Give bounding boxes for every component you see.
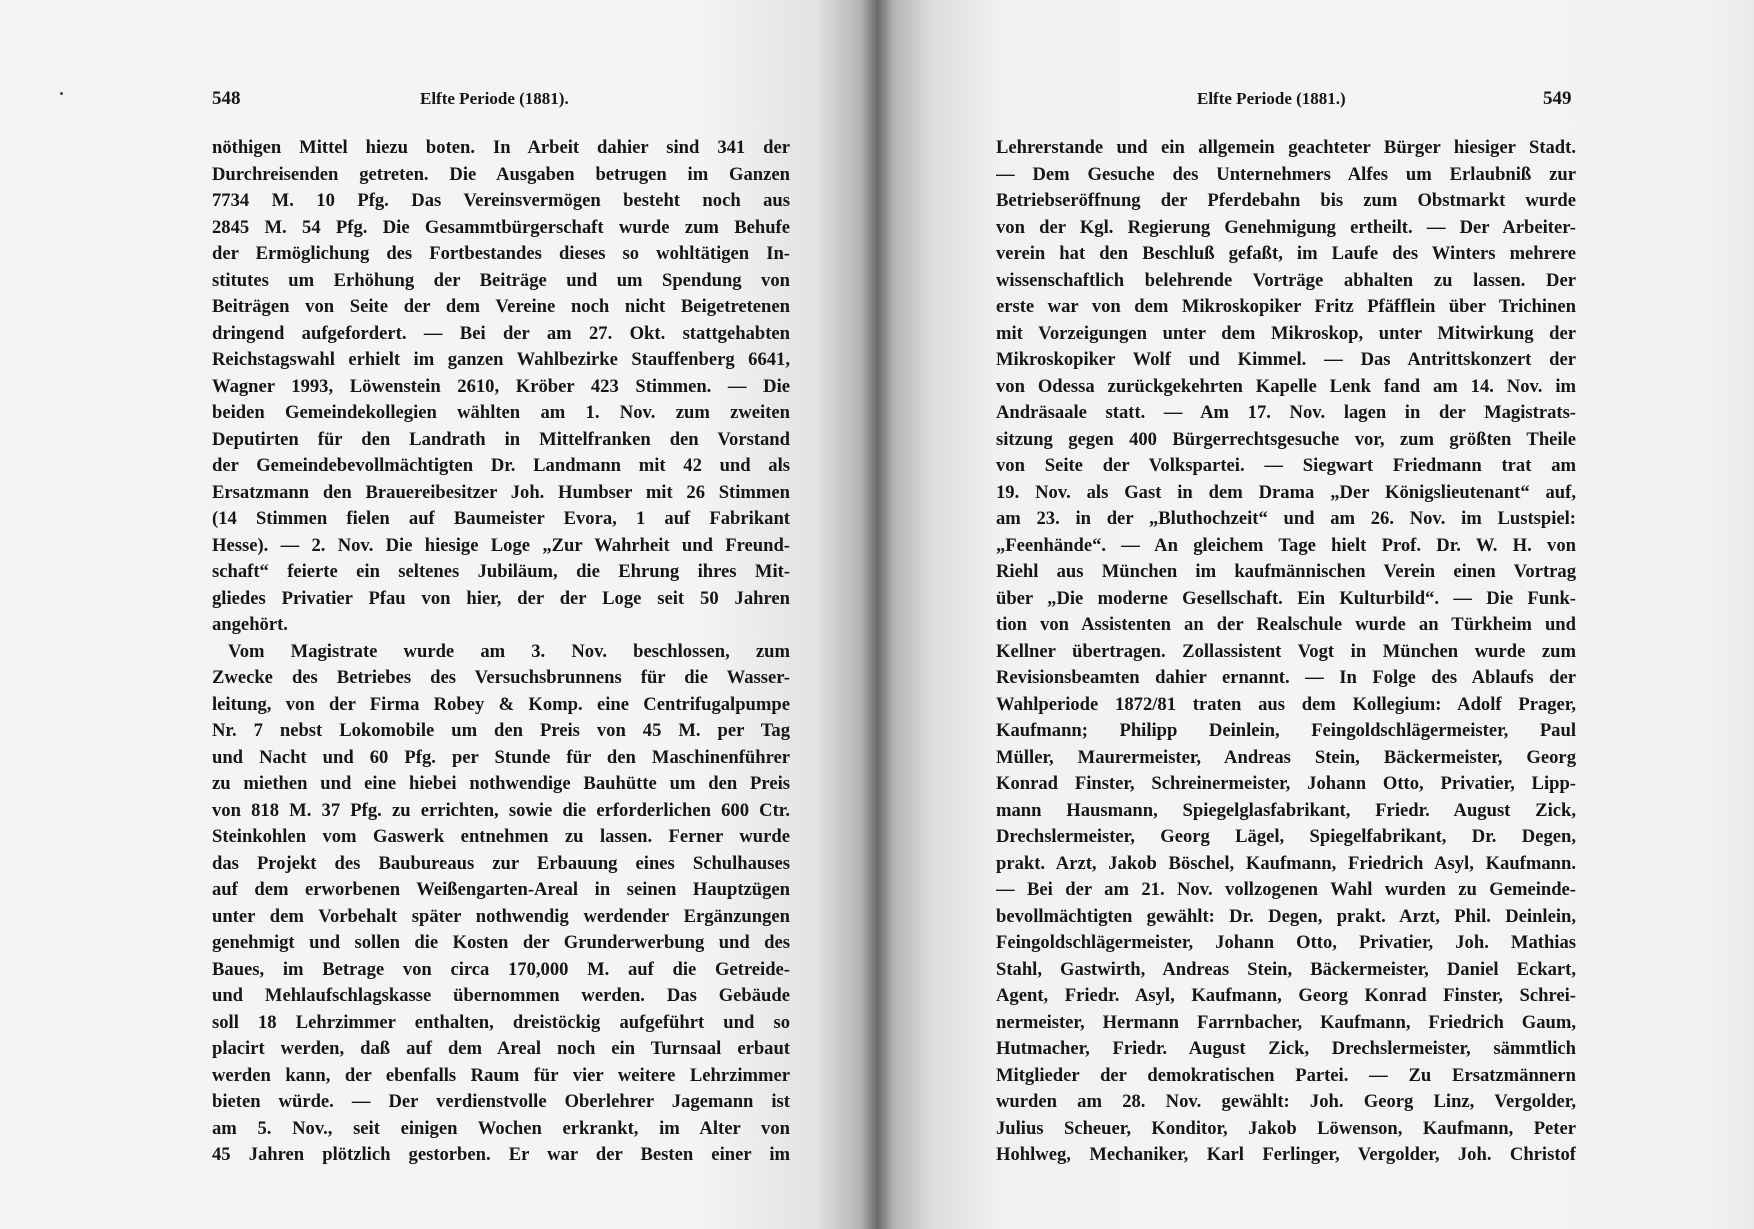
text-line: Feingoldschlägermeister, Johann Otto, Privatier, Joh. Mathias bbox=[996, 932, 1576, 953]
text-line: leitung, von der Firma Robey & Komp. eine Centrifugalpumpe bbox=[212, 693, 790, 715]
text-line: Mikroskopiker Wolf und Kimmel. — Das Antrittskonzert der bbox=[996, 349, 1576, 370]
text-line: Ersatzmann den Brauereibesitzer Joh. Humbser mit 26 Stimmen bbox=[212, 481, 790, 503]
text-line: sitzung gegen 400 Bürgerrechtsgesuche vor, zum größten Theile bbox=[996, 428, 1576, 450]
text-line: soll 18 Lehrzimmer enthalten, dreistöckig aufgeführt und so bbox=[212, 1011, 790, 1033]
text-line: Agent, Friedr. Asyl, Kaufmann, Georg Konrad Finster, Schrei- bbox=[996, 985, 1576, 1006]
text-line: mit Vorzeigungen unter dem Mikroskop, unter Mitwirkung der bbox=[996, 322, 1576, 344]
text-line: Beiträgen von Seite der dem Vereine noch nicht Beigetretenen bbox=[212, 296, 790, 317]
text-line: Vom Magistrate wurde am 3. Nov. beschlossen, zum bbox=[228, 640, 790, 662]
text-line: „Feenhände“. — An gleichem Tage hielt Prof. Dr. W. H. von bbox=[996, 534, 1576, 556]
text-line: am 23. in der „Bluthochzeit“ und am 26. Nov. im Lustspiel: bbox=[996, 508, 1576, 529]
text-line: Deputirten für den Landrath in Mittelfranken den Vorstand bbox=[212, 428, 790, 450]
left-running-head: Elfte Periode (1881). bbox=[420, 89, 569, 108]
text-line: der Ermöglichung des Fortbestandes dieses so wohltätigen In- bbox=[212, 243, 790, 264]
right-running-head: Elfte Periode (1881.) bbox=[1197, 89, 1346, 108]
text-line: von der Kgl. Regierung Genehmigung ertheilt. — Der Arbeiter- bbox=[996, 216, 1576, 238]
text-line: von Odessa zurückgekehrten Kapelle Lenk fand am 14. Nov. im bbox=[996, 375, 1576, 397]
right-page-number: 549 bbox=[1543, 88, 1572, 109]
text-line: Mitglieder der demokratischen Partei. — Zu Ersatzmännern bbox=[996, 1064, 1576, 1086]
text-line: wurden am 28. Nov. gewählt: Joh. Georg Linz, Vergolder, bbox=[996, 1091, 1576, 1112]
text-line: und Nacht und 60 Pfg. per Stunde für den Maschinenführer bbox=[212, 746, 790, 768]
text-line: — Bei der am 21. Nov. vollzogenen Wahl wurden zu Gemeinde- bbox=[996, 879, 1576, 900]
text-line: mann Hausmann, Spiegelglasfabrikant, Friedr. August Zick, bbox=[996, 799, 1576, 821]
paper-speck bbox=[60, 92, 63, 95]
text-line: Nr. 7 nebst Lokomobile um den Preis von 45 M. per Tag bbox=[212, 720, 790, 741]
right-page bbox=[877, 0, 1754, 1229]
text-line: werden kann, der ebenfalls Raum für vier weitere Lehrzimmer bbox=[212, 1064, 790, 1086]
text-line: von 818 M. 37 Pfg. zu errichten, sowie die erforderlichen 600 Ctr. bbox=[212, 799, 790, 821]
text-line: Hohlweg, Mechaniker, Karl Ferlinger, Vergolder, Joh. Christof bbox=[996, 1144, 1576, 1165]
text-line: — Dem Gesuche des Unternehmers Alfes um Erlaubniß zur bbox=[996, 163, 1576, 185]
text-line: dringend aufgefordert. — Bei der am 27. Okt. stattgehabten bbox=[212, 322, 790, 344]
text-line: Wagner 1993, Löwenstein 2610, Kröber 423 Stimmen. — Die bbox=[212, 375, 790, 397]
text-line: Reichstagswahl erhielt im ganzen Wahlbezirke Stauffenberg 6641, bbox=[212, 349, 790, 370]
text-line: Kellner übertragen. Zollassistent Vogt in München wurde zum bbox=[996, 640, 1576, 662]
text-line: wissenschaftlich belehrende Vorträge abhalten zu lassen. Der bbox=[996, 269, 1576, 291]
text-line: tion von Assistenten an der Realschule wurde an Türkheim und bbox=[996, 614, 1576, 635]
text-line: Julius Scheuer, Konditor, Jakob Löwenson, Kaufmann, Peter bbox=[996, 1117, 1576, 1139]
text-line: und Mehlaufschlagskasse übernommen werden. Das Gebäude bbox=[212, 985, 790, 1006]
text-line: Steinkohlen vom Gaswerk entnehmen zu lassen. Ferner wurde bbox=[212, 826, 790, 847]
text-line: Baues, im Betrage von circa 170,000 M. auf die Getreide- bbox=[212, 958, 790, 980]
text-line: bevollmächtigten gewählt: Dr. Degen, prakt. Arzt, Phil. Deinlein, bbox=[996, 905, 1576, 927]
text-line: von Seite der Volkspartei. — Siegwart Friedmann trat am bbox=[996, 455, 1576, 476]
text-line: Zwecke des Betriebes des Versuchsbrunnens für die Wasser- bbox=[212, 667, 790, 688]
text-line: genehmigt und sollen die Kosten der Grunderwerbung und des bbox=[212, 932, 790, 953]
text-line: Konrad Finster, Schreinermeister, Johann Otto, Privatier, Lipp- bbox=[996, 773, 1576, 794]
text-line: Lehrerstande und ein allgemein geachteter Bürger hiesiger Stadt. bbox=[996, 137, 1576, 158]
text-line: Revisionsbeamten dahier ernannt. — In Folge des Ablaufs der bbox=[996, 667, 1576, 688]
text-line: 2845 M. 54 Pfg. Die Gesammtbürgerschaft wurde zum Behufe bbox=[212, 216, 790, 238]
text-line: (14 Stimmen fielen auf Baumeister Evora, 1 auf Fabrikant bbox=[212, 508, 790, 529]
book-gutter bbox=[862, 0, 892, 1229]
text-line: 7734 M. 10 Pfg. Das Vereinsvermögen besteht noch aus bbox=[212, 190, 790, 211]
right-page-text bbox=[996, 135, 1576, 1169]
text-line: Hesse). — 2. Nov. Die hiesige Loge „Zur Wahrheit und Freund- bbox=[212, 534, 790, 556]
text-line: angehört. bbox=[212, 614, 288, 635]
text-line: verein hat den Beschluß gefaßt, im Laufe des Winters mehrere bbox=[996, 243, 1576, 264]
text-line: zu miethen und eine hiebei nothwendige Bauhütte um den Preis bbox=[212, 773, 790, 794]
text-line: schaft“ feierte ein seltenes Jubiläum, die Ehrung ihres Mit- bbox=[212, 561, 790, 582]
text-line: bieten würde. — Der verdienstvolle Oberlehrer Jagemann ist bbox=[212, 1091, 790, 1112]
text-line: erste war von dem Mikroskopiker Fritz Pfäfflein über Trichinen bbox=[996, 296, 1576, 317]
text-line: das Projekt des Baubureaus zur Erbauung eines Schulhauses bbox=[212, 852, 790, 874]
text-line: prakt. Arzt, Jakob Böschel, Kaufmann, Friedrich Asyl, Kaufmann. bbox=[996, 852, 1576, 874]
text-line: Riehl aus München im kaufmännischen Verein einen Vortrag bbox=[996, 561, 1576, 582]
text-line: beiden Gemeindekollegien wählten am 1. Nov. zum zweiten bbox=[212, 402, 790, 423]
text-line: Kaufmann; Philipp Deinlein, Feingoldschlägermeister, Paul bbox=[996, 720, 1576, 741]
text-line: gliedes Privatier Pfau von hier, der der Loge seit 50 Jahren bbox=[212, 587, 790, 609]
text-line: Stahl, Gastwirth, Andreas Stein, Bäckermeister, Daniel Eckart, bbox=[996, 958, 1576, 980]
text-line: am 5. Nov., seit einigen Wochen erkrankt, im Alter von bbox=[212, 1117, 790, 1139]
text-line: Durchreisenden getreten. Die Ausgaben betrugen im Ganzen bbox=[212, 163, 790, 185]
text-line: Andräsaale statt. — Am 17. Nov. lagen in der Magistrats- bbox=[996, 402, 1576, 423]
text-line: unter dem Vorbehalt später nothwendig werdender Ergänzungen bbox=[212, 905, 790, 927]
text-line: placirt werden, daß auf dem Areal noch ein Turnsaal erbaut bbox=[212, 1038, 790, 1059]
text-line: 45 Jahren plötzlich gestorben. Er war der Besten einer im bbox=[212, 1144, 790, 1165]
text-line: über „Die moderne Gesellschaft. Ein Kulturbild“. — Die Funk- bbox=[996, 587, 1576, 609]
text-line: Betriebseröffnung der Pferdebahn bis zum Obstmarkt wurde bbox=[996, 190, 1576, 211]
text-line: Wahlperiode 1872/81 traten aus dem Kollegium: Adolf Prager, bbox=[996, 693, 1576, 715]
text-line: der Gemeindebevollmächtigten Dr. Landmann mit 42 und als bbox=[212, 455, 790, 476]
text-line: nöthigen Mittel hiezu boten. In Arbeit dahier sind 341 der bbox=[212, 137, 790, 158]
text-line: Hutmacher, Friedr. August Zick, Drechslermeister, sämmtlich bbox=[996, 1038, 1576, 1059]
text-line: Drechslermeister, Georg Lägel, Spiegelfabrikant, Dr. Degen, bbox=[996, 826, 1576, 847]
left-page-number: 548 bbox=[212, 88, 241, 109]
text-line: stitutes um Erhöhung der Beiträge und um Spendung von bbox=[212, 269, 790, 291]
left-page-text bbox=[212, 135, 790, 1169]
text-line: 19. Nov. als Gast in dem Drama „Der Königslieutenant“ auf, bbox=[996, 481, 1576, 503]
text-line: nermeister, Hermann Farrnbacher, Kaufmann, Friedrich Gaum, bbox=[996, 1011, 1576, 1033]
text-line: Müller, Maurermeister, Andreas Stein, Bäckermeister, Georg bbox=[996, 746, 1576, 768]
text-line: auf dem erworbenen Weißengarten-Areal in seinen Hauptzügen bbox=[212, 879, 790, 900]
